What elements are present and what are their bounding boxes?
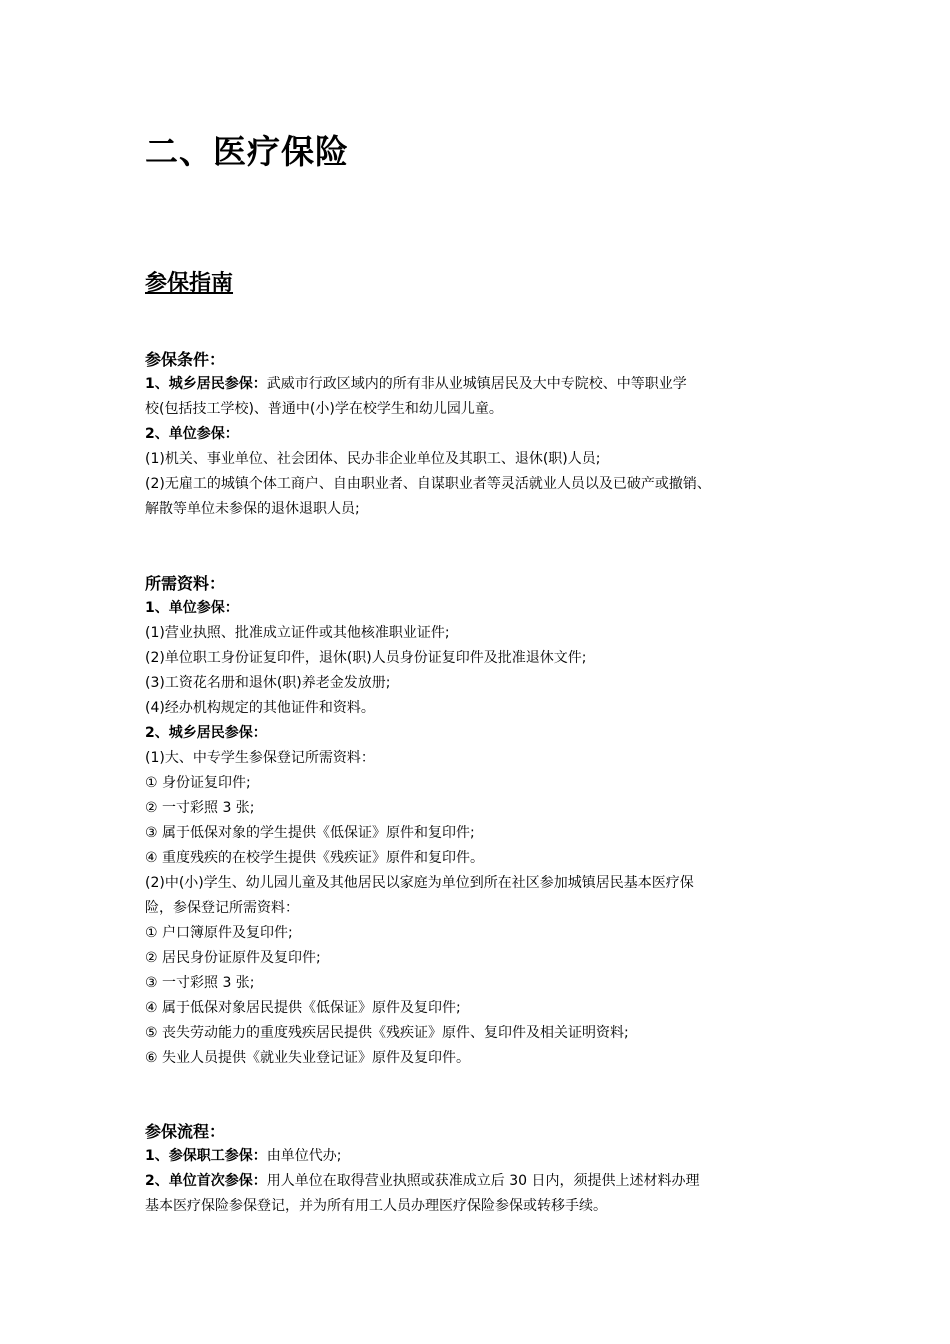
materials-resident-line: ⑥ 失业人员提供《就业失业登记证》原件及复印件。 [145, 1050, 470, 1066]
process-item-2-cont: 基本医疗保险参保登记，并为所有用工人员办理医疗保险参保或转移手续。 [145, 1198, 607, 1214]
materials-resident-line: ③ 属于低保对象的学生提供《低保证》原件和复印件; [145, 825, 475, 841]
materials-unit-line: (1)营业执照、批准成立证件或其他核准职业证件; [145, 625, 450, 641]
page-title: 二、医疗保险 [145, 132, 349, 171]
condition-line: (1)机关、事业单位、社会团体、民办非企业单位及其职工、退休(职)人员; [145, 451, 601, 467]
condition-item-1-label: 1、城乡居民参保： [145, 376, 267, 392]
condition-item-1-text: 武威市行政区域内的所有非从业城镇居民及大中专院校、中等职业学 [266, 376, 687, 392]
process-item-2 [145, 1169, 825, 1194]
materials-resident-line: ① 身份证复印件; [145, 775, 251, 791]
materials-resident-line: (1)大、中专学生参保登记所需资料： [145, 750, 375, 766]
materials-unit-label: 1、单位参保： [145, 600, 239, 616]
process-item-1-text: 由单位代办; [266, 1148, 342, 1164]
materials-resident-label: 2、城乡居民参保： [145, 725, 267, 741]
conditions-section [145, 347, 825, 522]
materials-resident-line: (2)中(小)学生、幼儿园儿童及其他居民以家庭为单位到所在社区参加城镇居民基本医疗保 [145, 875, 694, 891]
process-section [145, 1119, 825, 1219]
process-item-1-label: 1、参保职工参保： [145, 1148, 267, 1164]
condition-line: 解散等单位未参保的退休退职人员; [145, 501, 360, 517]
materials-unit-line: (4)经办机构规定的其他证件和资料。 [145, 700, 375, 716]
materials-resident-line: ④ 属于低保对象居民提供《低保证》原件及复印件; [145, 1000, 461, 1016]
materials-section [145, 571, 825, 1071]
materials-unit-line: (2)单位职工身份证复印件，退休(职)人员身份证复印件及批准退休文件; [145, 650, 587, 666]
materials-resident-line: ③ 一寸彩照 3 张; [145, 975, 255, 991]
section-heading-guide: 参保指南 [145, 271, 234, 296]
condition-item-1-cont: 校(包括技工学校)、普通中(小)学在校学生和幼儿园儿童。 [145, 401, 503, 417]
process-heading: 参保流程： [145, 1122, 226, 1141]
materials-resident-line: ④ 重度残疾的在校学生提供《残疾证》原件和复印件。 [145, 850, 484, 866]
condition-line: (2)无雇工的城镇个体工商户、自由职业者、自谋职业者等灵活就业人员以及已破产或撤销、 [145, 476, 711, 492]
materials-resident-line: ② 居民身份证原件及复印件; [145, 950, 321, 966]
condition-item-2-label: 2、单位参保： [145, 426, 239, 442]
condition-item-1 [145, 372, 825, 397]
process-item-2-label: 2、单位首次参保： [145, 1173, 267, 1189]
process-item-2-text: 用人单位在取得营业执照或获准成立后 30 日内，须提供上述材料办理 [266, 1173, 700, 1189]
materials-resident-line: ① 户口簿原件及复印件; [145, 925, 293, 941]
conditions-heading: 参保条件： [145, 350, 226, 369]
process-item-1 [145, 1144, 825, 1169]
materials-resident-line: 险，参保登记所需资料： [145, 900, 299, 916]
materials-resident-line: ⑤ 丧失劳动能力的重度残疾居民提供《残疾证》原件、复印件及相关证明资料; [145, 1025, 629, 1041]
materials-unit-line: (3)工资花名册和退休(职)养老金发放册; [145, 675, 391, 691]
materials-resident-line: ② 一寸彩照 3 张; [145, 800, 255, 816]
materials-heading: 所需资料： [145, 574, 226, 593]
